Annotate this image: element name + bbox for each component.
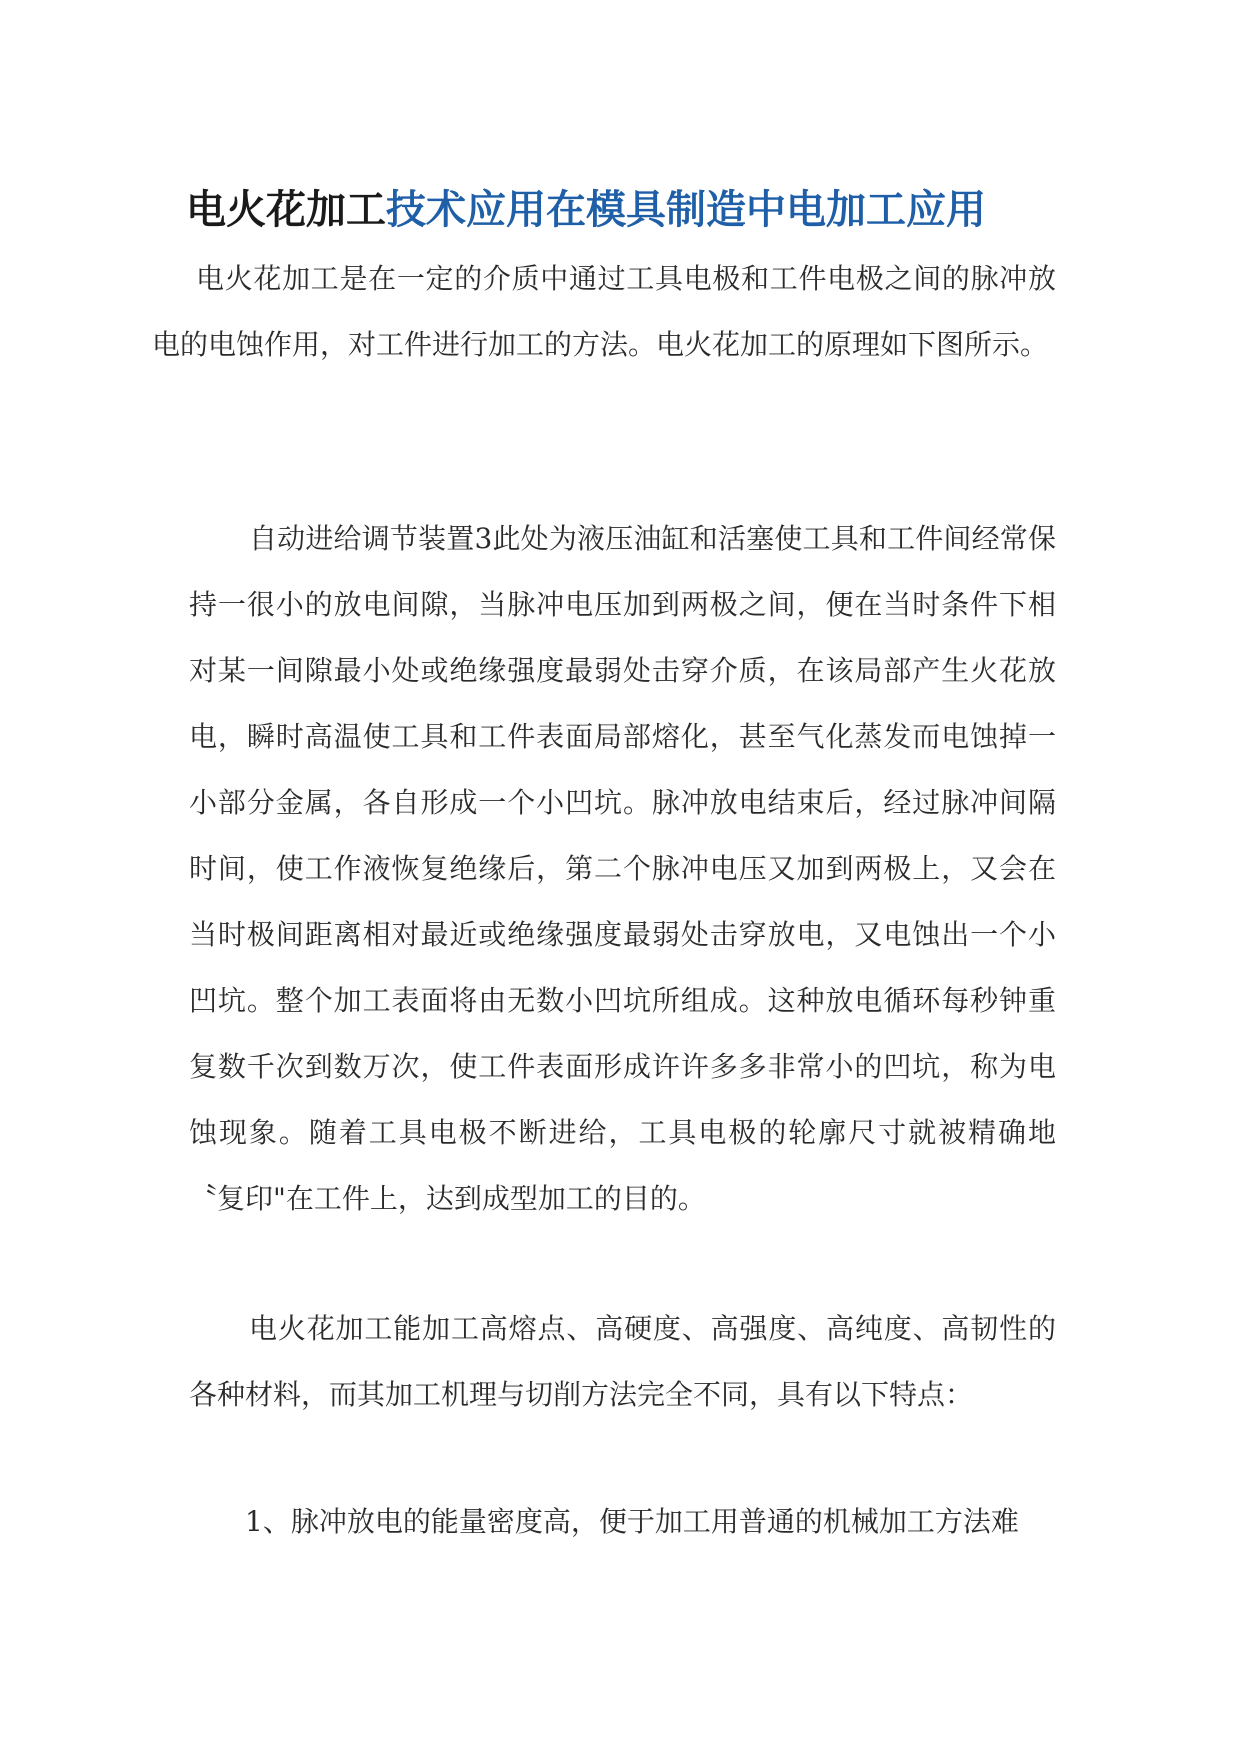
title-link-text[interactable]: 技术应用在模具制造中电加工应用 [386, 185, 986, 233]
title-prefix: 电火花加工 [186, 185, 386, 233]
paragraph-features-intro: 电火花加工能加工高熔点、高硬度、高强度、高纯度、高韧性的各种材料，而其加工机理与切削方法完全不同，具有以下特点： [189, 1312, 1056, 1411]
paragraph-principle: 自动进给调节装置3此处为液压油缸和活塞使工具和工件间经常保持一很小的放电间隙，当脉冲电压加到两极之间，便在当时条件下相对某一间隙最小处或绝缘强度最弱处击穿介质，在该局部产生火花放电，瞬时高温使工具和工件表面局部熔化，甚至气化蒸发而电蚀掉一小部分金属，各自形成一个小凹坑。脉冲放电结束后，经过脉冲间隔时间，使工作液恢复绝缘后，第二个脉冲电压又加到两极上，又会在当时极间距离相对最近或绝缘强度最弱处击穿放电，又电蚀出一个小凹坑。整个加工表面将由无数小凹坑所组成。这种放电循环每秒钟重复数千次到数万次，使工件表面形成许许多多非常小的凹坑，称为电蚀现象。随着工具电极不断进给，工具电极的轮廓尺寸就被精确地〝复印"在工件上，达到成型加工的目的。 [189, 522, 1056, 1215]
document-title [186, 182, 1086, 238]
paragraph-feature-1: 1、脉冲放电的能量密度高，便于加工用普通的机械加工方法难 [245, 1505, 1019, 1538]
paragraph-intro: 电火花加工是在一定的介质中通过工具电极和工件电极之间的脉冲放电的电蚀作用，对工件进行加工的方法。电火花加工的原理如下图所示。 [152, 262, 1056, 361]
